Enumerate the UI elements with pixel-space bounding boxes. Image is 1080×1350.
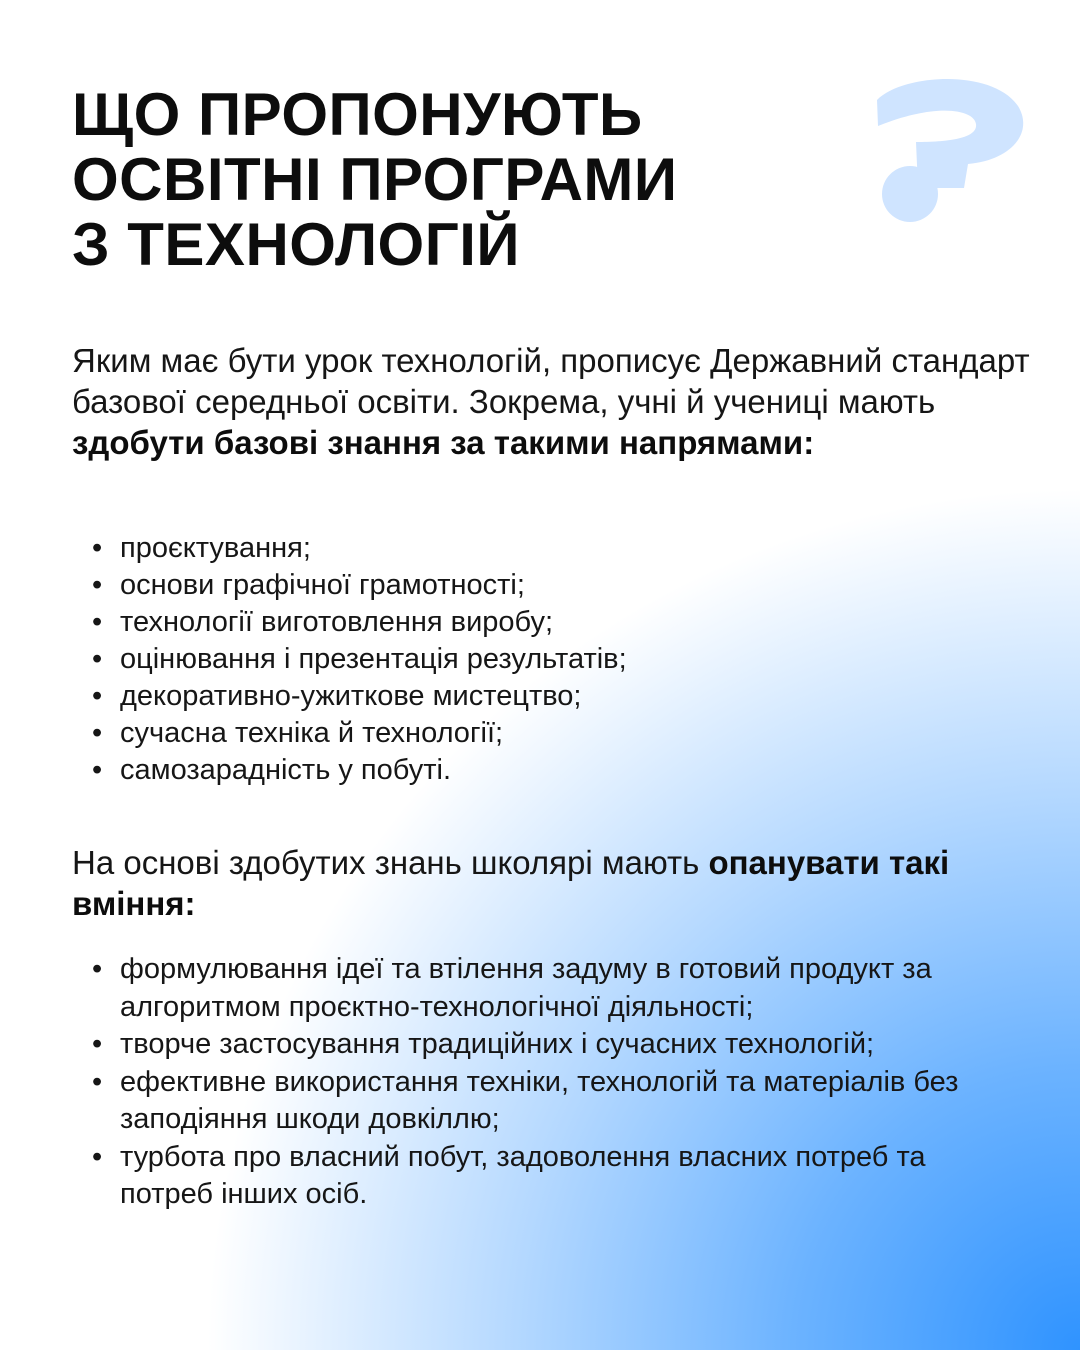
title-line: ОСВІТНІ ПРОГРАМИ — [72, 146, 678, 213]
list-item — [72, 1139, 972, 1214]
list-item-text: сучасна техніка й технології; — [120, 717, 504, 749]
bullet-icon: • — [92, 606, 103, 638]
list-item-text: проєктування; — [120, 532, 311, 564]
list-item-text: технології виготовлення виробу; — [120, 606, 554, 638]
list-item — [72, 1064, 972, 1139]
list-item-text: ефективне використання техніки, технологій та матеріалів без заподіяння шкоди довкіллю; — [120, 1065, 959, 1135]
bullet-icon: • — [92, 754, 103, 786]
title-line: ЩО ПРОПОНУЮТЬ — [72, 81, 643, 148]
title-line: З ТЕХНОЛОГІЙ — [72, 211, 521, 278]
bullet-icon: • — [92, 1065, 103, 1098]
list-item-text: самозарадність у побуті. — [120, 754, 452, 786]
bullet-icon: • — [92, 717, 103, 749]
list-item — [72, 951, 972, 1026]
list-item-text: декоративно-ужиткове мистецтво; — [120, 680, 582, 712]
skills-intro-paragraph — [72, 842, 1032, 924]
skills-list — [72, 951, 972, 1214]
list-item-text: турбота про власний побут, задоволення власних потреб та потреб інших осіб. — [120, 1140, 926, 1210]
skills-intro-text: На основі здобутих знань школярі мають — [72, 844, 709, 881]
list-item — [72, 567, 972, 604]
bullet-icon: • — [92, 532, 103, 564]
list-item — [72, 678, 972, 715]
list-item-text: формулювання ідеї та втілення задуму в готовий продукт за алгоритмом проєктно-технологічної діяльності; — [120, 953, 932, 1023]
list-item — [72, 715, 972, 752]
bullet-icon: • — [92, 1028, 103, 1060]
bullet-icon: • — [92, 953, 103, 985]
list-item — [72, 641, 972, 678]
list-item — [72, 530, 972, 567]
list-item — [72, 752, 972, 789]
intro-text: Яким має бути урок технологій, прописує Державний стандарт базової середньої освіти. Зокрема, учні й учениці мають — [72, 342, 1030, 420]
list-item — [72, 604, 972, 641]
skills-intro-bold-text: опанувати такі вміння: — [72, 844, 950, 922]
intro-paragraph — [72, 340, 1032, 463]
page-title — [72, 82, 852, 277]
bullet-icon: • — [92, 569, 103, 601]
question-mark-icon — [872, 68, 1027, 223]
bullet-icon: • — [92, 643, 103, 675]
list-item — [72, 1026, 972, 1064]
knowledge-areas-list — [72, 530, 972, 789]
bullet-icon: • — [92, 1140, 103, 1173]
list-item-text: оцінювання і презентація результатів; — [120, 643, 627, 675]
bullet-icon: • — [92, 680, 103, 712]
list-item-text: основи графічної грамотності; — [120, 569, 525, 601]
intro-bold-text: здобути базові знання за такими напрямами: — [72, 424, 815, 461]
list-item-text: творче застосування традиційних і сучасних технологій; — [120, 1028, 875, 1060]
